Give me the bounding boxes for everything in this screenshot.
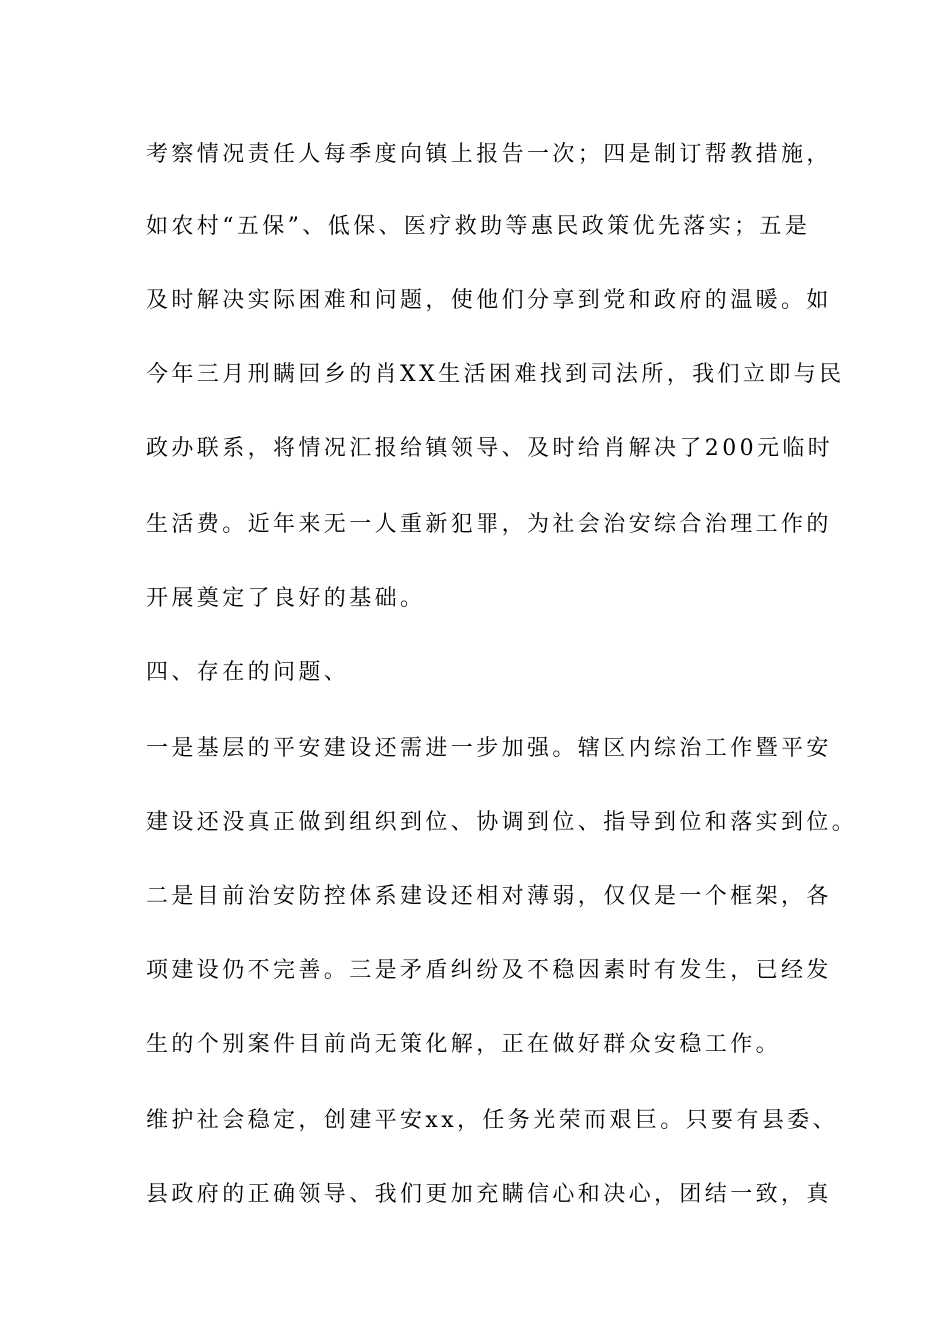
text-line: 一是基层的平安建设还需进一步加强。辖区内综治工作暨平安 xyxy=(146,736,832,761)
text-line: 建设还没真正做到组织到位、协调到位、指导到位和落实到位。 xyxy=(146,810,858,835)
text-line: 维护社会稳定，创建平安xx，任务光荣而艰巨。只要有县委、 xyxy=(146,1108,839,1133)
text-line: 县政府的正确领导、我们更加充瞒信心和决心，团结一致，真 xyxy=(146,1182,832,1207)
text-line: 及时解决实际困难和问题，使他们分享到党和政府的温暖。如 xyxy=(146,288,832,313)
text-line: 生活费。近年来无一人重新犯罪，为社会治安综合治理工作的 xyxy=(146,512,832,537)
section-heading: 四、存在的问题、 xyxy=(146,660,350,685)
text-line: 生的个别案件目前尚无策化解，正在做好群众安稳工作。 xyxy=(146,1032,782,1057)
text-line: 开展奠定了良好的基础。 xyxy=(146,586,426,611)
text-line: 项建设仍不完善。三是矛盾纠纷及不稳因素时有发生，已经发 xyxy=(146,958,832,983)
text-line: 考察情况责任人每季度向镇上报告一次；四是制订帮教措施， xyxy=(146,142,832,167)
text-line: 今年三月刑瞒回乡的肖XX生活困难找到司法所，我们立即与民 xyxy=(146,362,845,387)
text-line: 如农村“五保”、低保、医疗救助等惠民政策优先落实；五是 xyxy=(146,214,811,239)
text-line: 政办联系，将情况汇报给镇领导、及时给肖解决了200元临时 xyxy=(146,436,834,461)
text-line: 二是目前治安防控体系建设还相对薄弱，仅仅是一个框架，各 xyxy=(146,884,832,909)
